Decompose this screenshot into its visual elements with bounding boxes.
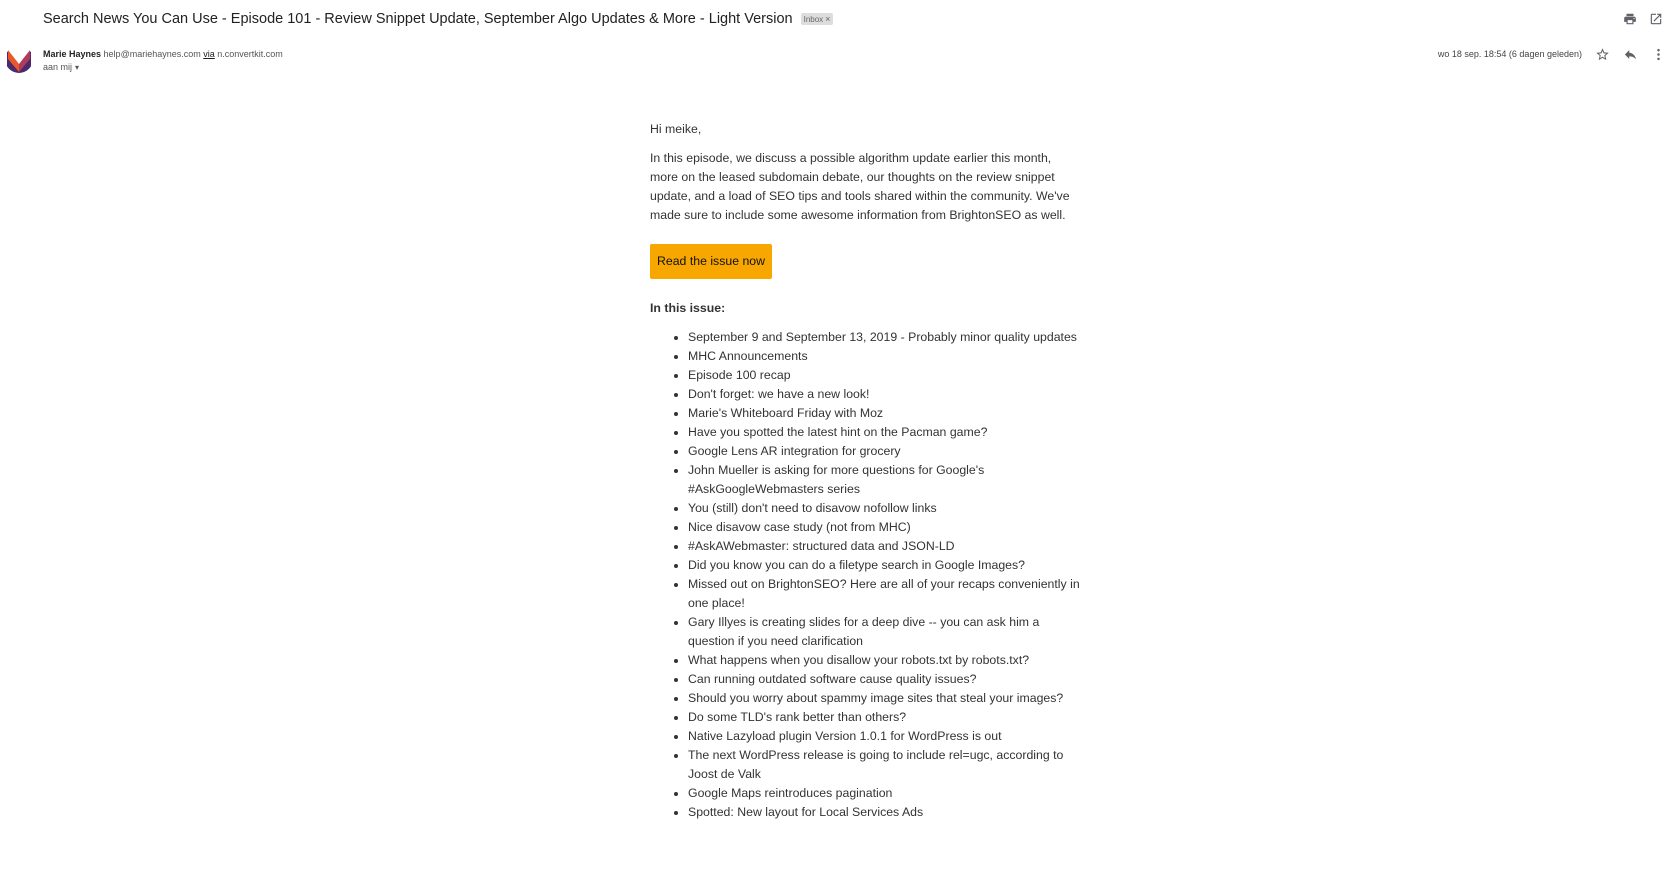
message-date: wo 18 sep. 18:54 (6 dagen geleden) [1437,49,1582,59]
list-item: • You (still) don't need to disavow nofollow links [688,499,1080,518]
list-item: • Spotted: New layout for Local Services Ads [688,803,1080,822]
list-item: • Marie's Whiteboard Friday with Moz [688,404,1080,423]
sender-name: Marie Haynes [43,49,102,59]
list-item: • September 9 and September 13, 2019 - Probably minor quality updates [688,328,1080,347]
issue-list [650,328,1080,822]
list-item: • John Mueller is asking for more questions for Google's #AskGoogleWebmasters series [688,461,1080,499]
message-meta [1438,46,1666,62]
inbox-label-text: Inbox [803,14,824,24]
sender-email: help@mariehaynes.com [103,49,201,59]
intro-paragraph: In this episode, we discuss a possible algorithm update earlier this month, more on the leased subdomain debate, our thoughts on the review snippet update, and a load of SEO tips and tools shared within the community. We've made sure to include some awesome information from BrightonSEO as well. [650,151,1070,222]
read-issue-button[interactable]: Read the issue now [650,244,772,279]
email-body [650,120,1080,822]
list-item: • Don't forget: we have a new look! [688,385,1080,404]
via-domain: n.convertkit.com [217,49,283,59]
list-item: • Nice disavow case study (not from MHC) [688,518,1080,537]
list-item: • MHC Announcements [688,347,1080,366]
chevron-down-icon[interactable]: ▾ [75,63,80,72]
subject-row [43,8,833,30]
list-item: • #AskAWebmaster: structured data and JSON-LD [688,537,1080,556]
list-item: • Episode 100 recap [688,366,1080,385]
reply-icon[interactable] [1622,46,1638,62]
list-item: • What happens when you disallow your robots.txt by robots.txt? [688,651,1080,670]
top-actions [1622,11,1664,27]
list-item: • Should you worry about spammy image sites that steal your images? [688,689,1080,708]
remove-label-icon[interactable]: × [825,14,831,24]
list-item: • Gary Illyes is creating slides for a deep dive -- you can ask him a question if you need clarification [688,613,1080,651]
more-options-icon[interactable] [1650,46,1666,62]
recipient-toggle[interactable] [43,61,283,74]
star-icon[interactable] [1594,46,1610,62]
issue-heading: In this issue: [650,301,726,315]
list-item: • Can running outdated software cause quality issues? [688,670,1080,689]
list-item: • Did you know you can do a filetype search in Google Images? [688,556,1080,575]
via-link[interactable]: via [203,49,215,59]
list-item: • Missed out on BrightonSEO? Here are all of your recaps conveniently in one place! [688,575,1080,613]
list-item: • The next WordPress release is going to include rel=ugc, according to Joost de Valk [688,746,1080,784]
inbox-label[interactable] [801,13,834,25]
print-icon[interactable] [1622,11,1638,27]
list-item: • Do some TLD's rank better than others? [688,708,1080,727]
list-item: • Google Lens AR integration for grocery [688,442,1080,461]
list-item: • Have you spotted the latest hint on the Pacman game? [688,423,1080,442]
sender-info [43,48,283,74]
list-item: • Native Lazyload plugin Version 1.0.1 for WordPress is out [688,727,1080,746]
greeting: Hi meike, [650,122,702,136]
list-item: • Google Maps reintroduces pagination [688,784,1080,803]
avatar [5,45,33,73]
recipient-text: aan mij [43,62,73,72]
email-subject: Search News You Can Use - Episode 101 - Review Snippet Update, September Algo Updates & More - Light Version [43,11,793,27]
open-new-window-icon[interactable] [1648,11,1664,27]
